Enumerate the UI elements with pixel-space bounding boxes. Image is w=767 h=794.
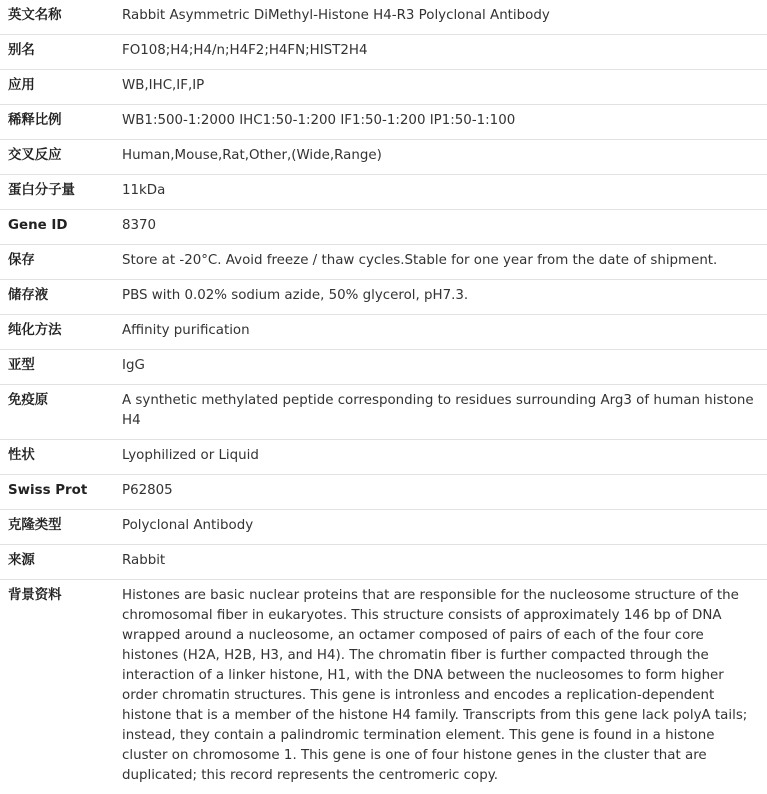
spec-value: Lyophilized or Liquid xyxy=(122,440,767,475)
spec-label: 蛋白分子量 xyxy=(0,175,122,210)
spec-row-isotype xyxy=(0,350,767,385)
spec-label: 应用 xyxy=(0,70,122,105)
spec-row-storage xyxy=(0,245,767,280)
spec-label: 别名 xyxy=(0,35,122,70)
spec-row-host xyxy=(0,545,767,580)
spec-label: 稀释比例 xyxy=(0,105,122,140)
spec-label: Gene ID xyxy=(0,210,122,245)
spec-label: 免疫原 xyxy=(0,385,122,440)
spec-value: WB,IHC,IF,IP xyxy=(122,70,767,105)
spec-row-dilution xyxy=(0,105,767,140)
spec-row-form xyxy=(0,440,767,475)
spec-label: 保存 xyxy=(0,245,122,280)
spec-row-background xyxy=(0,580,767,794)
spec-value: P62805 xyxy=(122,475,767,510)
spec-row-storage-buffer xyxy=(0,280,767,315)
spec-value: Rabbit xyxy=(122,545,767,580)
spec-label: 克隆类型 xyxy=(0,510,122,545)
spec-row-alias xyxy=(0,35,767,70)
spec-value: WB1:500-1:2000 IHC1:50-1:200 IF1:50-1:200 IP1:50-1:100 xyxy=(122,105,767,140)
spec-label: Swiss Prot xyxy=(0,475,122,510)
spec-value: PBS with 0.02% sodium azide, 50% glycerol, pH7.3. xyxy=(122,280,767,315)
spec-value: Store at -20°C. Avoid freeze / thaw cycles.Stable for one year from the date of shipment. xyxy=(122,245,767,280)
spec-row-purification xyxy=(0,315,767,350)
spec-row-gene-id xyxy=(0,210,767,245)
spec-label: 性状 xyxy=(0,440,122,475)
spec-value: IgG xyxy=(122,350,767,385)
spec-label: 储存液 xyxy=(0,280,122,315)
spec-row-swiss-prot xyxy=(0,475,767,510)
spec-value: Affinity purification xyxy=(122,315,767,350)
spec-value: 8370 xyxy=(122,210,767,245)
spec-value: Rabbit Asymmetric DiMethyl-Histone H4-R3 Polyclonal Antibody xyxy=(122,0,767,35)
spec-row-immunogen xyxy=(0,385,767,440)
spec-label: 来源 xyxy=(0,545,122,580)
spec-value: Polyclonal Antibody xyxy=(122,510,767,545)
spec-label: 亚型 xyxy=(0,350,122,385)
spec-label: 背景资料 xyxy=(0,580,122,794)
spec-value: A synthetic methylated peptide corresponding to residues surrounding Arg3 of human histone H4 xyxy=(122,385,767,440)
spec-value: FO108;H4;H4/n;H4F2;H4FN;HIST2H4 xyxy=(122,35,767,70)
spec-label: 纯化方法 xyxy=(0,315,122,350)
spec-row-clonality xyxy=(0,510,767,545)
spec-value: Histones are basic nuclear proteins that are responsible for the nucleosome structure of the chromosomal fiber in eukaryotes. This structure consists of approximately 146 bp of DNA wrapped around a nucleosome, an octamer composed of pairs of each of the four core histones (H2A, H2B, H3, and H4). The chromatin fiber is further compacted through the interaction of a linker histone, H1, with the DNA between the nucleosomes to form higher order chromatin structures. This gene is intronless and encodes a replication-dependent histone that is a member of the histone H4 family. Transcripts from this gene lack polyA tails; instead, they contain a palindromic termination element. This gene is found in a histone cluster on chromosome 1. This gene is one of four histone genes in the cluster that are duplicated; this record represents the centromeric copy. xyxy=(122,580,767,794)
spec-row-molecular-weight xyxy=(0,175,767,210)
spec-value: 11kDa xyxy=(122,175,767,210)
spec-label: 交叉反应 xyxy=(0,140,122,175)
spec-row-cross-reactivity xyxy=(0,140,767,175)
spec-row-english-name xyxy=(0,0,767,35)
spec-value: Human,Mouse,Rat,Other,(Wide,Range) xyxy=(122,140,767,175)
spec-row-application xyxy=(0,70,767,105)
spec-label: 英文名称 xyxy=(0,0,122,35)
